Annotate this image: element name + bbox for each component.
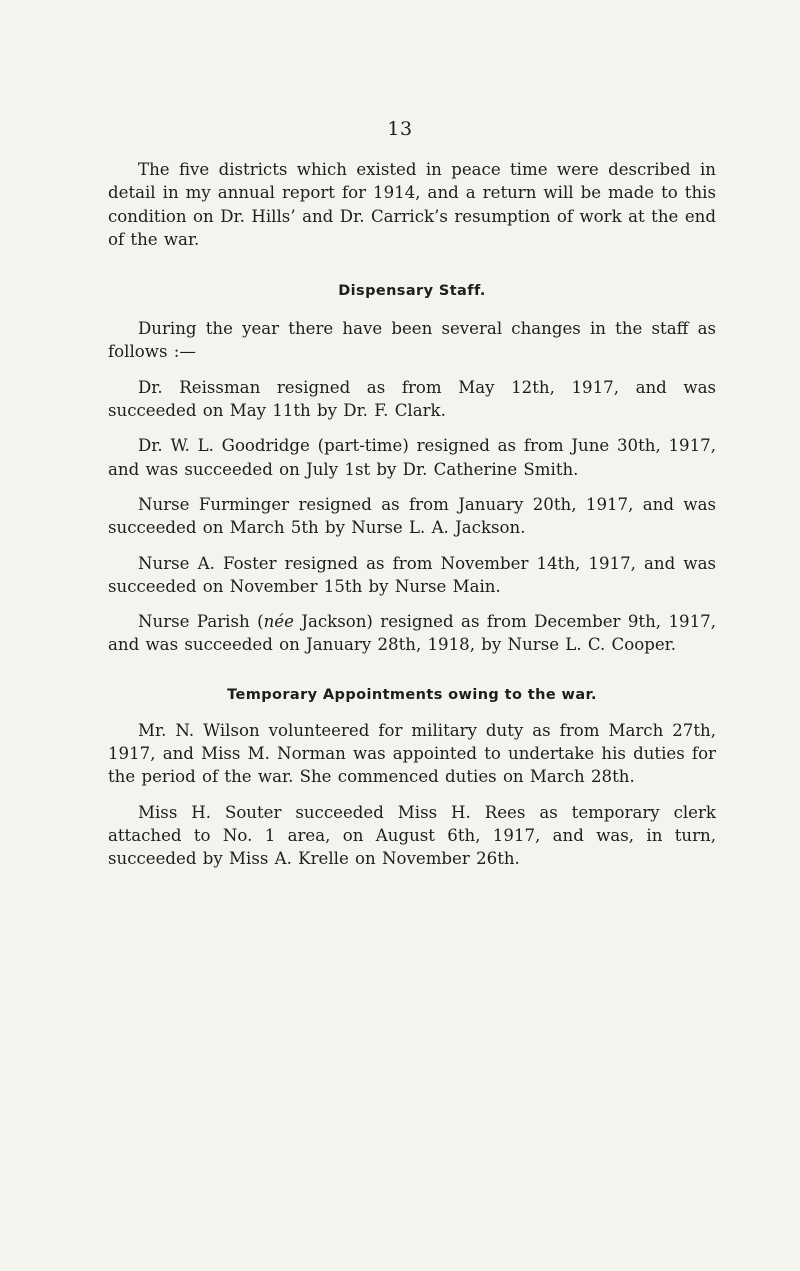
intro-paragraph: The five districts which existed in peace time were described in detail in my annual report for 1914, and a return will be made to this condition on Dr. Hills’ and Dr. Carrick’s resumption of work at the end of the war. <box>108 160 716 249</box>
staff-change-parish <box>108 610 716 657</box>
staff-change-foster: Nurse A. Foster resigned as from November 14th, 1917, and was succeeded on November 15th by Nurse Main. <box>108 553 716 596</box>
temporary-appointments-section <box>108 687 716 871</box>
staff-change-furminger: Nurse Furminger resigned as from January 20th, 1917, and was succeeded on March 5th by Nurse L. A. Jackson. <box>108 494 716 538</box>
page-number: 13 <box>387 118 413 140</box>
dispensary-staff-section <box>108 283 716 657</box>
parish-nee-italic: née <box>263 612 294 632</box>
section-heading-temporary-appointments: Temporary Appointments owing to the war. <box>227 686 597 703</box>
section-heading-dispensary-staff: Dispensary Staff. <box>338 283 486 300</box>
document-body <box>108 158 716 871</box>
parish-text-before: Nurse Parish ( <box>138 612 264 632</box>
appointment-souter-krelle: Miss H. Souter succeeded Miss H. Rees as temporary clerk attached to No. 1 area, on August 6th, 1917, and was, in turn, succeeded by Miss A. Krelle on November 26th. <box>108 802 716 869</box>
parish-text-after: Jackson) resigned as from December 9th, 1917, and was succeeded on January 28th, 1918, by Nurse L. C. Cooper. <box>108 612 716 655</box>
staff-change-reissman: Dr. Reissman resigned as from May 12th, 1917, and was succeeded on May 11th by Dr. F. Clark. <box>108 377 716 421</box>
appointment-wilson-norman: Mr. N. Wilson volunteered for military duty as from March 27th, 1917, and Miss M. Norman was appointed to undertake his duties for the period of the war. She commenced duties on March 28th. <box>108 720 716 787</box>
staff-change-goodridge: Dr. W. L. Goodridge (part-time) resigned as from June 30th, 1917, and was succeeded on July 1st by Dr. Catherine Smith. <box>108 436 716 479</box>
staff-changes-intro: During the year there have been several changes in the staff as follows :— <box>108 319 716 362</box>
